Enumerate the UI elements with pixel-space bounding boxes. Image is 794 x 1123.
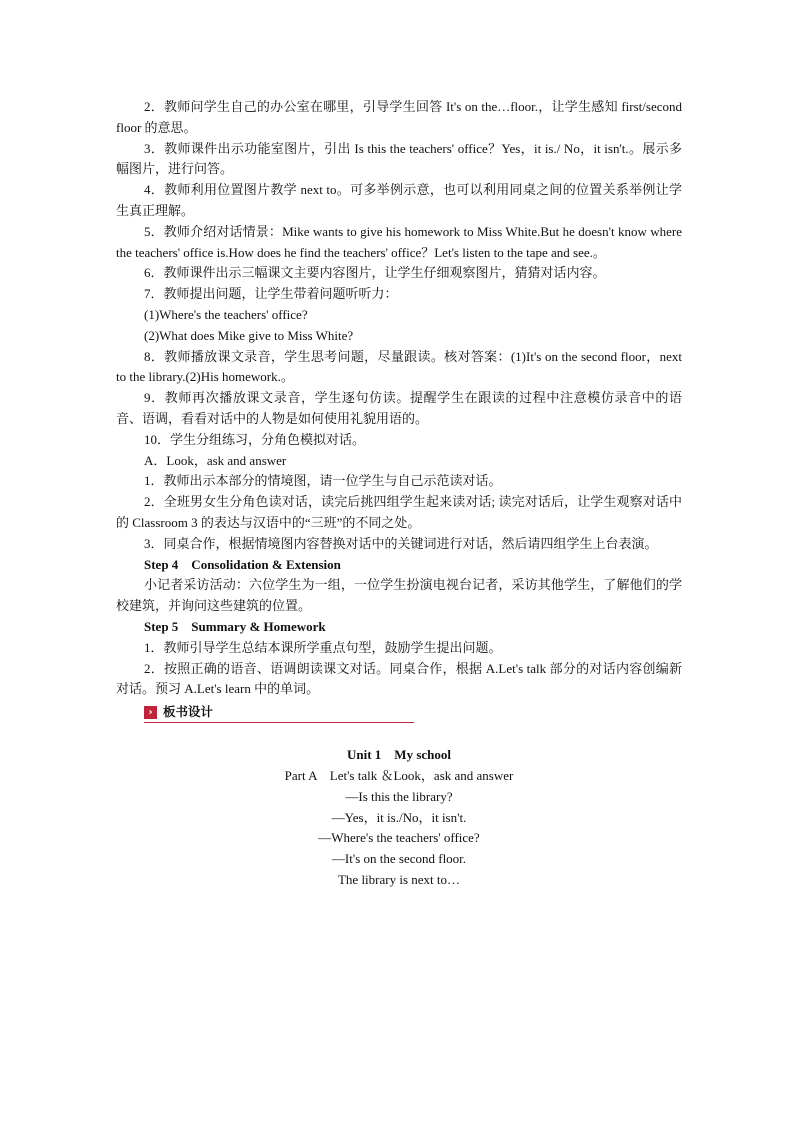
paragraph-step-3: 3．教师课件出示功能室图片，引出 Is this the teachers' office？Yes，it is./ No，it isn't.。展示多幅图片，进行问答。 [116, 140, 682, 177]
paragraph-a-3: 3．同桌合作，根据情境图内容替换对话中的关键词进行对话，然后请四组学生上台表演。 [144, 535, 658, 551]
board-line: Part A Let's talk ＆Look，ask and answer [284, 767, 514, 783]
board-line: —Yes，it is./No，it isn't. [331, 809, 467, 825]
document-page [116, 97, 682, 891]
question-1: (1)Where's the teachers' office? [144, 306, 308, 322]
paragraph-step-10: 10．学生分组练习，分角色模拟对话。 [144, 431, 366, 447]
step5-heading: Step 5 Summary & Homework [144, 618, 326, 634]
paragraph-step-7: 7．教师提出问题，让学生带着问题听听力： [144, 286, 398, 302]
paragraph-step-4: 4．教师利用位置图片教学 next to。可多举例示意，也可以利用同桌之间的位置关系举例让学生真正理解。 [116, 182, 682, 218]
step4-text: 小记者采访活动：六位学生为一组，一位学生扮演电视台记者，采访其他学生，了解他们的学校建筑，并询问这些建筑的位置。 [116, 577, 682, 614]
paragraph-step-2: 2．教师问学生自己的办公室在哪里，引导学生回答 It's on the…floor.，让学生感知 first/second floor 的意思。 [116, 99, 682, 135]
board-line: —It's on the second floor. [331, 851, 467, 867]
paragraph-step-5: 5．教师介绍对话情景：Mike wants to give his homework to Miss White.But he doesn't know where the teachers' office is.How does he find the teachers' office？Let's listen to the tape and see.。 [116, 223, 682, 260]
paragraph-a-1: 1．教师出示本部分的情境图，请一位学生与自己示范读对话。 [144, 473, 502, 489]
board-line: —Where's the teachers' office? [318, 830, 480, 846]
section-title: 板书设计 [163, 703, 214, 719]
paragraph-step-8: 8．教师播放课文录音，学生思考问题，尽量跟读。核对答案：(1)It's on the second floor，next to the library.(2)His homework.。 [116, 348, 682, 385]
step4-heading: Step 4 Consolidation & Extension [144, 556, 341, 572]
chevron-right-icon: › [144, 706, 157, 719]
paragraph-step-9: 9．教师再次播放课文录音，学生逐句仿读。提醒学生在跟读的过程中注意模仿录音中的语音、语调，看看对话中的人物是如何使用礼貌用语的。 [116, 390, 682, 426]
paragraph-a-2: 2．全班男女生分角色读对话，读完后挑四组学生起来读对话; 读完对话后，让学生观察对话中的 Classroom 3 的表达与汉语中的“三班”的不同之处。 [116, 494, 682, 530]
blackboard-design [116, 745, 682, 891]
board-line: —Is this the library? [345, 788, 453, 804]
paragraph-step-6: 6．教师课件出示三幅课文主要内容图片，让学生仔细观察图片，猜猜对话内容。 [144, 265, 606, 281]
subsection-look-ask-answer: A．Look，ask and answer [144, 452, 287, 468]
board-line: The library is next to… [337, 871, 461, 887]
step5-item-2: 2．按照正确的语音、语调朗读课文对话。同桌合作，根据 A.Let's talk 部分的对话内容创编新对话。预习 A.Let's learn 中的单词。 [116, 660, 682, 697]
step5-item-1: 1．教师引导学生总结本课所学重点句型，鼓励学生提出问题。 [144, 639, 502, 655]
board-design-header [144, 702, 414, 723]
question-2: (2)What does Mike give to Miss White? [144, 327, 354, 343]
board-title: Unit 1 My school [346, 747, 451, 763]
